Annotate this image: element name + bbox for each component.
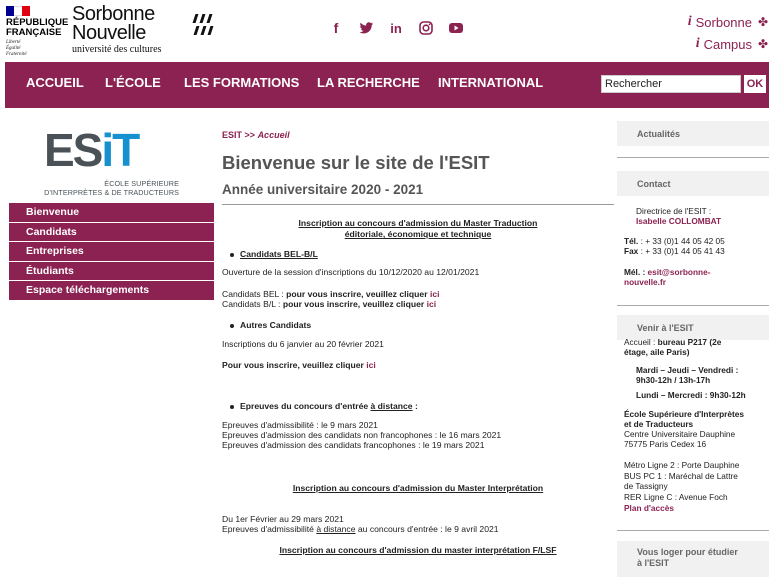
network-icon: ✤ [757, 15, 768, 29]
director-label: Directrice de l'ESIT : [636, 206, 712, 216]
address-1: Centre Universitaire Dauphine [624, 429, 736, 439]
sidebar-item-etudiants[interactable]: Étudiants [9, 262, 214, 282]
epreuve-line-3: Epreuves d'admission des candidats francophones : le 19 mars 2021 [222, 440, 485, 450]
plan-acces-link[interactable]: Plan d'accès [624, 503, 674, 513]
address-2: 75775 Paris Cedex 16 [624, 439, 707, 449]
loger-line-2: à l'ESIT [637, 558, 670, 568]
interp-pre: Epreuves d'admissibilité [222, 524, 317, 534]
top-header [0, 0, 774, 62]
fax-line [624, 246, 725, 256]
social-links [328, 20, 464, 36]
main-content [222, 130, 614, 205]
esit-logo-it: iT [101, 124, 139, 176]
isorbonne-label: Sorbonne [695, 14, 752, 30]
epreuves-post: : [412, 401, 418, 411]
republique-title: RÉPUBLIQUE FRANÇAISE [6, 17, 69, 38]
icampus-link[interactable] [688, 33, 768, 55]
sorbonne-nouvelle-logo[interactable] [72, 5, 217, 57]
breadcrumb-root[interactable]: ESIT [222, 130, 243, 140]
esit-logo-es: ES [44, 124, 102, 176]
breadcrumb-separator: >> [244, 130, 256, 140]
interpretation-admissibilite [222, 524, 499, 535]
page-subtitle: Année universitaire 2020 - 2021 [222, 182, 424, 197]
bel-dates: Ouverture de la session d'inscriptions du 10/12/2020 au 12/01/2021 [222, 267, 480, 277]
divider [617, 305, 769, 306]
bel-ici-link[interactable]: ici [429, 289, 440, 299]
icampus-label: Campus [703, 36, 752, 52]
loger-line-1: Vous loger pour étudier [637, 547, 738, 557]
isorbonne-link[interactable] [688, 11, 768, 33]
sidebar-menu [9, 203, 214, 301]
title-divider [222, 204, 614, 205]
epreuves-pre: Epreuves du concours d'entrée [240, 401, 371, 411]
bel-text: pour vous inscrire, veuillez cliquer [286, 289, 430, 299]
network-icon: ✤ [757, 37, 768, 51]
icampus-prefix: i [695, 36, 700, 51]
mail-link-cont[interactable]: nouvelle.fr [624, 277, 666, 287]
search-input[interactable] [601, 75, 741, 93]
school-2: et de Traducteurs [624, 419, 694, 429]
esit-logo[interactable] [44, 124, 179, 203]
linkedin-icon[interactable]: in [390, 20, 402, 36]
fax-value: : + 33 (0)1 44 05 41 43 [638, 246, 725, 256]
autres-text: Pour vous inscrire, veuillez cliquer [222, 360, 367, 370]
youtube-icon[interactable] [448, 20, 464, 36]
hours-2: Lundi – Mercredi : 9h30-12h [636, 390, 746, 400]
nav-formations[interactable]: LES FORMATIONS [184, 75, 300, 90]
bl-prefix: Candidats B/L : [222, 299, 283, 309]
hours-1b: 9h30-12h / 13h-17h [636, 375, 711, 385]
interp-a-distance-link[interactable]: à distance [316, 524, 356, 534]
sorbonne-name: Sorbonne Nouvelle [72, 3, 155, 44]
french-flag-icon [6, 6, 30, 16]
sorbonne-subtitle: université des cultures [72, 44, 162, 55]
loger-header[interactable] [617, 541, 769, 577]
hours-1a: Mardi – Jeudi – Vendredi : [636, 365, 739, 375]
bullet-candidats-bel [230, 249, 318, 260]
bullet-autres-candidats [230, 320, 311, 331]
accueil-pre: Accueil : [624, 337, 658, 347]
twitter-icon[interactable] [358, 20, 374, 36]
mail-label: Mél. : [624, 267, 648, 277]
accueil-line [624, 337, 721, 347]
bullet-epreuves [230, 401, 418, 412]
nav-international[interactable]: INTERNATIONAL [438, 75, 544, 90]
esit-logo-mark [44, 124, 179, 176]
accueil-line-2: étage, aile Paris) [624, 347, 690, 357]
bl-text: pour vous inscrire, veuillez cliquer [282, 299, 427, 309]
master-lsf-heading[interactable]: Inscription au concours d'admission du master interprétation F/LSF [279, 545, 557, 555]
sidebar-item-bienvenue[interactable]: Bienvenue [9, 203, 214, 223]
epreuve-line-2: Epreuves d'admission des candidats non francophones : le 16 mars 2021 [222, 430, 502, 440]
director-name: Isabelle COLLOMBAT [636, 216, 722, 226]
breadcrumb [222, 130, 614, 144]
breadcrumb-current: Accueil [257, 130, 290, 140]
sidebar-item-entreprises[interactable]: Entreprises [9, 242, 214, 262]
school-1: École Supérieure d'Interprètes [624, 409, 745, 419]
metro-2: BUS PC 1 : Maréchal de Lattre [624, 471, 738, 481]
bl-signup [222, 299, 436, 310]
instagram-icon[interactable] [418, 20, 434, 36]
sidebar-item-candidats[interactable]: Candidats [9, 223, 214, 243]
contact-header: Contact [617, 171, 769, 196]
header-links [688, 11, 768, 55]
accueil-bureau: bureau P217 (2e [657, 337, 722, 347]
metro-4: RER Ligne C : Avenue Foch [624, 492, 728, 502]
page-title: Bienvenue sur le site de l'ESIT [222, 152, 490, 173]
republique-motto: Liberté Égalité Fraternité [6, 40, 27, 57]
main-nav [5, 62, 769, 108]
bullet-candidats-bel-label: Candidats BEL-B/L [240, 249, 318, 259]
actualites-header[interactable]: Actualités [617, 121, 769, 146]
interp-post: au concours d'entrée : le 9 avril 2021 [355, 524, 499, 534]
metro-3: de Tassigny [624, 481, 668, 491]
divider [617, 157, 769, 158]
bullet-autres-label: Autres Candidats [240, 320, 312, 330]
epreuve-line-1: Epreuves d'admissibilité : le 9 mars 2021 [222, 420, 378, 430]
tel-value: : + 33 (0)1 44 05 42 05 [638, 236, 725, 246]
sidebar-item-telechargements[interactable]: Espace téléchargements [9, 281, 214, 301]
interpretation-dates: Du 1er Février au 29 mars 2021 [222, 514, 344, 524]
esit-logo-subtitle: ÉCOLE SUPÉRIEURE D'INTERPRÈTES & DE TRADUCTEURS [44, 179, 179, 197]
nav-accueil[interactable]: ACCUEIL [26, 75, 84, 90]
divider [617, 530, 769, 531]
master-traduction-heading-line2: éditoriale, économique et technique [344, 229, 492, 239]
fax-label: Fax [624, 246, 639, 256]
autres-signup [222, 360, 376, 371]
metro-1: Métro Ligne 2 : Porte Dauphine [624, 460, 740, 470]
bel-prefix: Candidats BEL : [222, 289, 287, 299]
autres-ici-link[interactable]: ici [366, 360, 376, 370]
search-ok-button[interactable]: OK [744, 75, 766, 93]
republique-francaise-logo[interactable] [6, 6, 68, 58]
mail-line [624, 267, 710, 277]
isorbonne-prefix: i [687, 14, 692, 29]
tel-line [624, 236, 725, 246]
autres-dates: Inscriptions du 6 janvier au 20 février 2021 [222, 339, 384, 349]
facebook-icon[interactable]: f [333, 20, 339, 36]
master-traduction-heading[interactable] [222, 218, 614, 240]
a-distance-link[interactable]: à distance [370, 401, 413, 411]
venir-header[interactable]: Venir à l'ESIT [617, 315, 769, 340]
master-interpretation-heading[interactable]: Inscription au concours d'admission du Master Interprétation [292, 483, 544, 493]
nav-recherche[interactable]: LA RECHERCHE [317, 75, 420, 90]
bl-ici-link[interactable]: ici [426, 299, 437, 309]
nav-ecole[interactable]: L'ÉCOLE [105, 75, 161, 90]
mail-link[interactable]: esit@sorbonne- [647, 267, 711, 277]
master-traduction-heading-line1: Inscription au concours d'admission du Master Traduction [298, 218, 538, 228]
tel-label: Tél. [624, 236, 639, 246]
